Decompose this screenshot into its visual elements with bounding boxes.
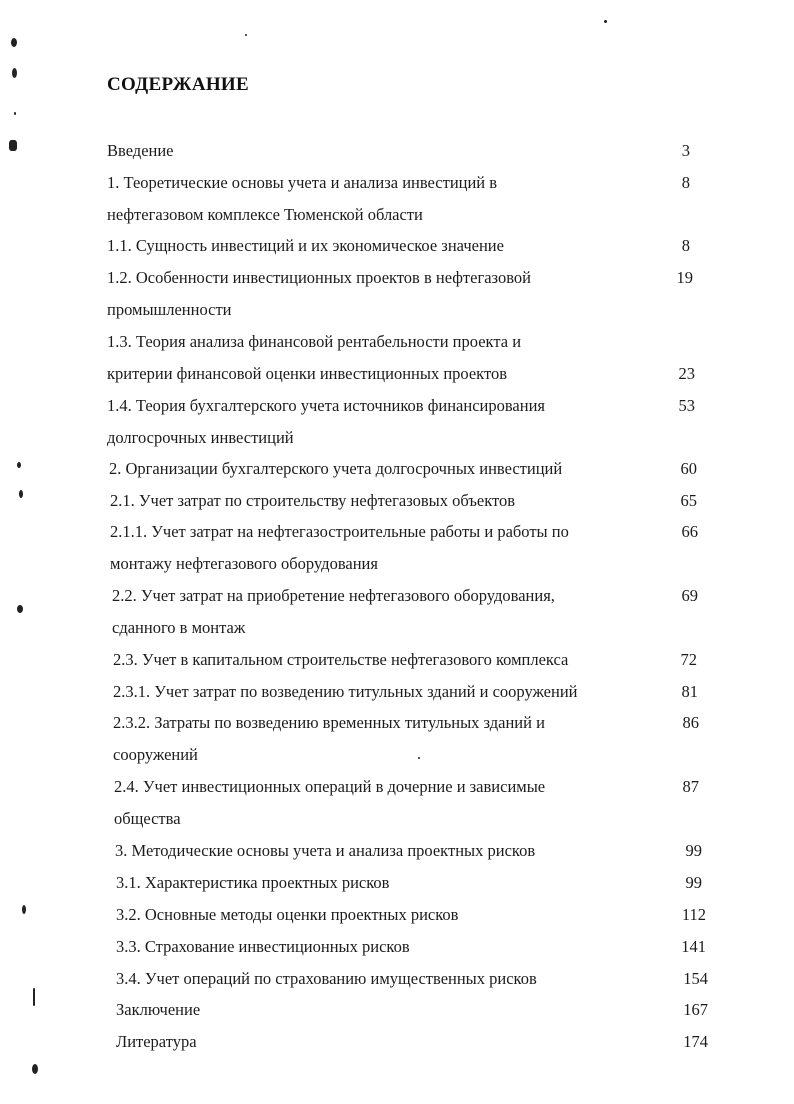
toc-entry-title: 2.2. Учет затрат на приобретение нефтегазового оборудования, [112, 586, 555, 605]
toc-page-number: 167 [683, 1000, 708, 1019]
toc-entry-title: 2. Организации бухгалтерского учета долгосрочных инвестиций [109, 459, 563, 478]
toc-entry-title-continued: нефтегазовом комплексе Тюменской области [107, 205, 423, 224]
toc-entry-title-continued: критерии финансовой оценки инвестиционных проектов [107, 364, 508, 383]
scan-speck [604, 20, 607, 23]
toc-entry-title: Введение [107, 141, 174, 160]
toc-page-number: 154 [683, 969, 708, 988]
scan-speck [245, 34, 247, 36]
toc-entry-title: 2.4. Учет инвестиционных операций в дочерние и зависимые [114, 777, 546, 796]
toc-entry-title: Литература [116, 1032, 197, 1051]
toc-entry-title: 3.1. Характеристика проектных рисков [116, 873, 390, 892]
toc-page-number: 19 [676, 268, 693, 287]
scan-speck [11, 38, 17, 47]
scan-speck [17, 605, 23, 613]
toc-page-number: 174 [683, 1032, 708, 1051]
toc-entry-title: 2.3. Учет в капитальном строительстве нефтегазового комплекса [113, 650, 569, 669]
toc-page-number: 87 [682, 777, 699, 796]
toc-page-number: 60 [680, 459, 697, 478]
toc-entry-title-continued: общества [114, 809, 181, 828]
toc-entry-title: 1.4. Теория бухгалтерского учета источников финансирования [107, 396, 546, 415]
toc-page-number: 99 [685, 873, 702, 892]
page-title: СОДЕРЖАНИЕ [107, 74, 249, 95]
scan-speck [14, 112, 16, 115]
toc-entry-title-continued: сооружений [113, 745, 198, 764]
toc-entry-title: 3.3. Страхование инвестиционных рисков [116, 937, 410, 956]
toc-entry-title: Заключение [116, 1000, 201, 1019]
toc-page-number: 141 [681, 937, 706, 956]
toc-entry-title: 2.1.1. Учет затрат на нефтегазостроительные работы и работы по [110, 522, 569, 541]
toc-entry-title: 1.1. Сущность инвестиций и их экономическое значение [107, 236, 504, 255]
toc-page-number: 112 [681, 905, 706, 924]
scan-speck [33, 988, 35, 1006]
scan-speck [32, 1064, 38, 1074]
scan-speck [9, 140, 17, 151]
toc-page-number: 81 [681, 682, 698, 701]
scan-speck [12, 68, 17, 78]
toc-page-number: 23 [678, 364, 695, 383]
toc-entry-title: 2.3.1. Учет затрат по возведению титульных зданий и сооружений [113, 682, 578, 701]
toc-entry-title: 1.2. Особенности инвестиционных проектов в нефтегазовой [107, 268, 531, 287]
toc-entry-title-continued: монтажу нефтегазового оборудования [110, 554, 378, 573]
scan-speck [22, 905, 26, 914]
toc-page-number: 69 [681, 586, 698, 605]
toc-page-number: 72 [680, 650, 697, 669]
toc-entry-title: 1. Теоретические основы учета и анализа инвестиций в [107, 173, 498, 192]
toc-page-number: 8 [681, 236, 690, 255]
toc-entry-title: 3.2. Основные методы оценки проектных рисков [116, 905, 459, 924]
toc-page-number: 99 [685, 841, 702, 860]
toc-page-number: 53 [678, 396, 695, 415]
toc-entry-title-continued: долгосрочных инвестиций [107, 428, 294, 447]
toc-page-number: 66 [681, 522, 698, 541]
toc-entry-title: 3. Методические основы учета и анализа проектных рисков [115, 841, 536, 860]
toc-entry-title: 1.3. Теория анализа финансовой рентабельности проекта и [107, 332, 522, 351]
scan-speck [418, 757, 420, 759]
toc-entry-title: 2.3.2. Затраты по возведению временных титульных зданий и [113, 713, 545, 732]
toc-page-number: 8 [681, 173, 690, 192]
scan-speck [19, 490, 23, 498]
toc-entry-title-continued: сданного в монтаж [112, 618, 246, 637]
toc-entry-title-continued: промышленности [107, 300, 232, 319]
toc-page-number: 65 [680, 491, 697, 510]
toc-page-number: 86 [682, 713, 699, 732]
toc-page-number: 3 [681, 141, 690, 160]
toc-entry-title: 2.1. Учет затрат по строительству нефтегазовых объектов [110, 491, 516, 510]
toc-entry-title: 3.4. Учет операций по страхованию имущественных рисков [116, 969, 537, 988]
scan-speck [17, 462, 21, 468]
